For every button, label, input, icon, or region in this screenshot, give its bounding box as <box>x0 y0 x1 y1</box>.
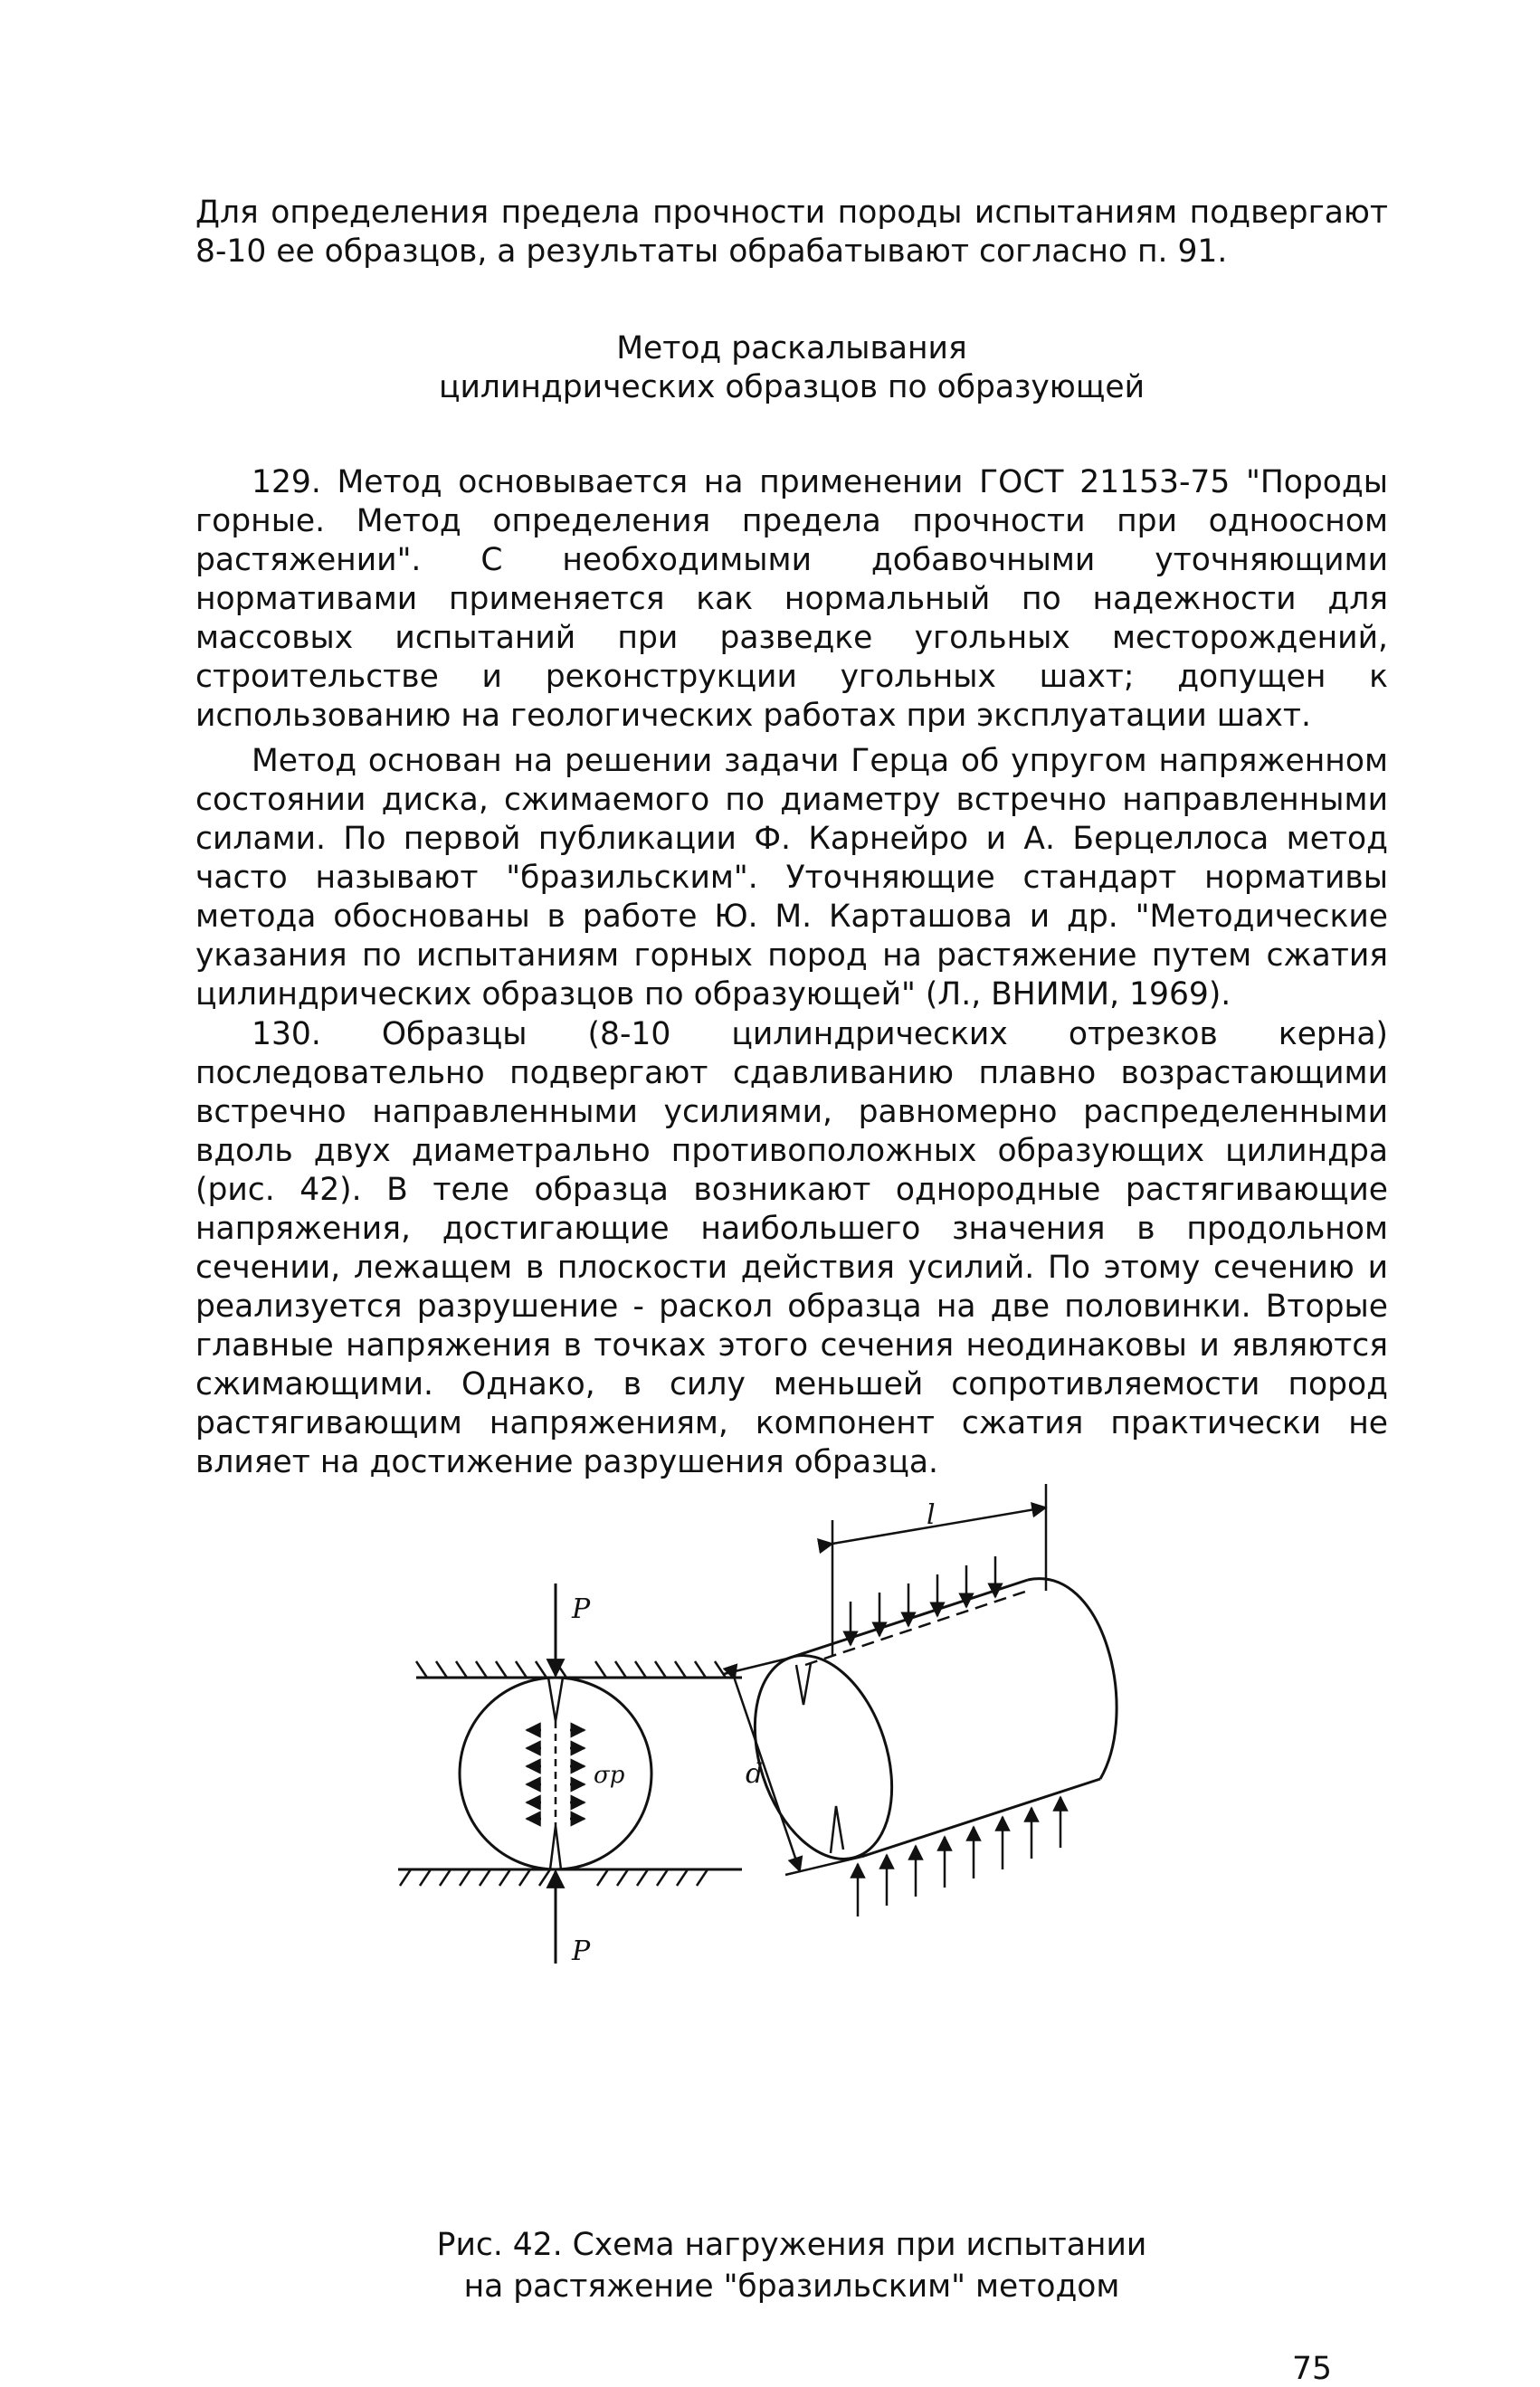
length-dimension <box>832 1507 1046 1544</box>
caption-line2: на растяжение "бразильским" методом <box>463 2268 1120 2305</box>
top-plate-hatch <box>416 1661 726 1678</box>
label-stress: σр <box>594 1762 625 1789</box>
cylinder-back-face <box>1028 1579 1117 1779</box>
cylinder-crack-top <box>796 1663 811 1705</box>
section-heading-line1: Метод раскалывания <box>616 330 967 366</box>
cylinder-front-face <box>731 1638 917 1877</box>
figure-42-diagram <box>380 1484 1122 2335</box>
page-number: 75 <box>1292 2351 1332 2387</box>
paragraph-130: 130. Образцы (8-10 цилиндрических отрезков керна) последовательно подвергают сдавливанию плавно возрастающими встречно направленными усилиями, равномерно распределенными вдоль двух диаметрально противоположных образующих цилиндра (рис. 42). В теле образца возникают однородные растягивающие напряжения, достигающие наибольшего значения в продольном сечении, лежащем в плоскости действия усилий. По этому сечению и реализуется разрушение - раскол образца на две половинки. Вторые главные напряжения в точках этого сечения неодинаковы и являются сжимающими. Однако, в силу меньшей сопротивляемости пород растягивающим напряжениям, компонент сжатия практически не влияет на достижение разрушения образца. <box>195 1016 1388 1480</box>
section-heading <box>195 329 1388 407</box>
section-heading-line2: цилиндрических образцов по образующей <box>439 369 1145 405</box>
cylinder-schematic <box>724 1484 1117 1916</box>
figure-caption <box>195 2224 1388 2307</box>
paragraph-method-basis: Метод основан на решении задачи Герца об упругом напряженном состоянии диска, сжимаемого по диаметру встречно направленными силами. По первой публикации Ф. Карнейро и А. Берцеллоса метод часто называют "бразильским". Уточняющие стандарт нормативы метода обоснованы в работе Ю. М. Карташова и др. "Методические указания по испытаниям горных пород на растяжение путем сжатия цилиндрических образцов по образующей" (Л., ВНИМИ, 1969). <box>195 743 1388 1013</box>
cylinder-bottom-edge <box>861 1779 1100 1857</box>
intro-paragraph: Для определения предела прочности породы испытаниям подвергают 8-10 ее образцов, а результаты обрабатывают согласно п. 91. <box>195 195 1388 270</box>
crack-top <box>548 1678 563 1721</box>
caption-line1: Рис. 42. Схема нагружения при испытании <box>436 2227 1147 2263</box>
label-diameter: d <box>746 1758 764 1790</box>
crack-bottom <box>550 1826 561 1869</box>
label-length: l <box>927 1499 936 1531</box>
diameter-dimension <box>735 1679 800 1871</box>
paragraph-129: 129. Метод основывается на применении ГОСТ 21153-75 "Породы горные. Метод определения предела прочности при одноосном растяжении". С необходимыми добавочными уточняющими нормативами применяется как нормальный по надежности для массовых испытаний при разведке угольных месторождений, строительстве и реконструкции угольных шахт; допущен к использованию на геологических работах при эксплуатации шахт. <box>195 464 1388 734</box>
label-force-top: P <box>572 1593 591 1625</box>
bottom-plate-hatch <box>400 1869 708 1886</box>
cylinder-crack-bottom <box>831 1806 843 1853</box>
disc-schematic <box>398 1583 742 1964</box>
loading-line-top <box>805 1591 1028 1665</box>
label-force-bottom: P <box>572 1935 591 1967</box>
